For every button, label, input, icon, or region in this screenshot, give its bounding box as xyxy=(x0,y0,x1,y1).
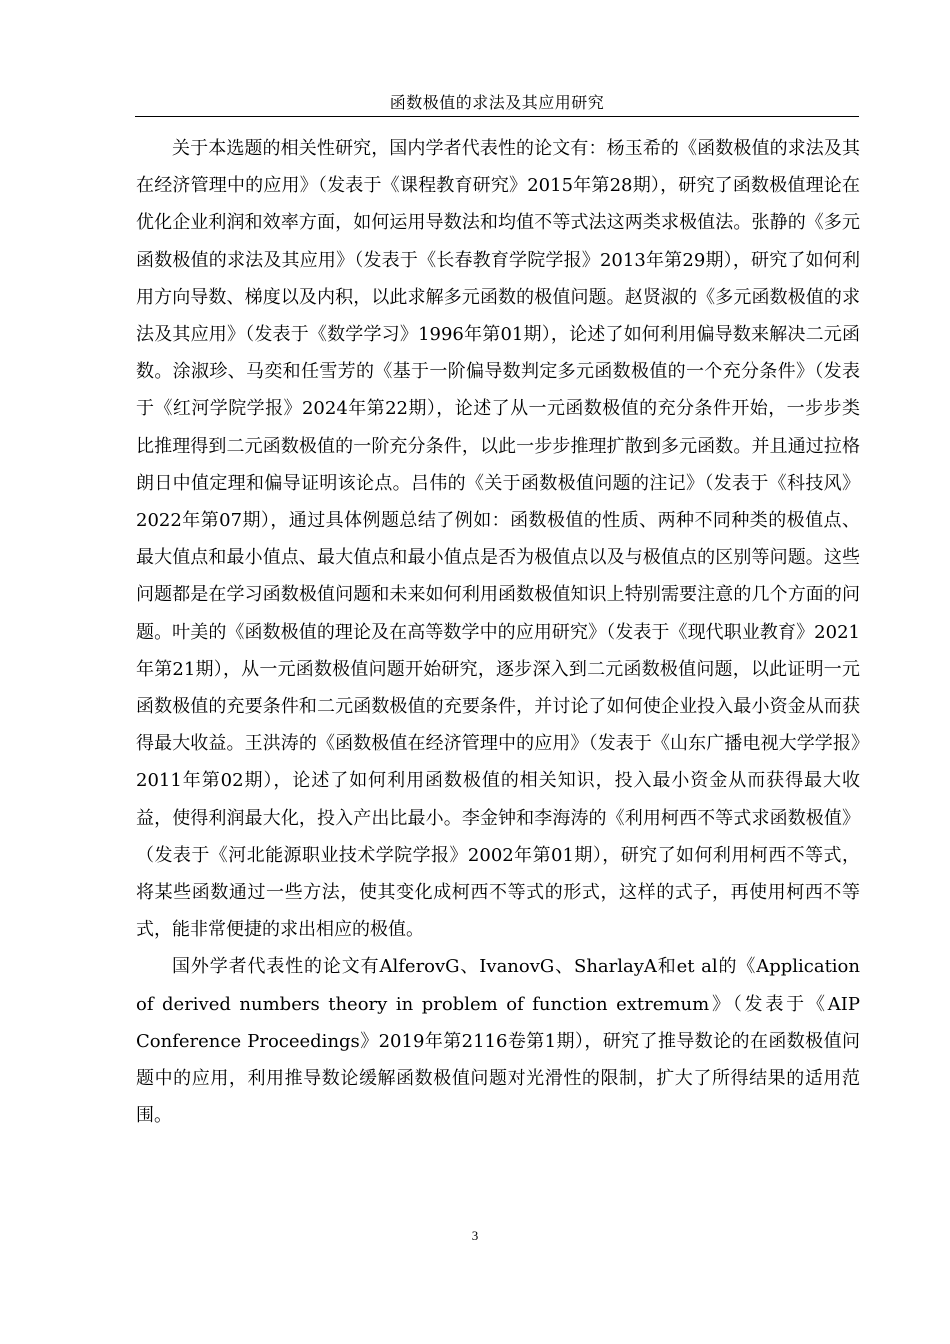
paragraph-domestic-research: 关于本选题的相关性研究，国内学者代表性的论文有：杨玉希的《函数极值的求法及其在经济管理中的应用》（发表于《课程教育研究》2015年第28期），研究了函数极值理论在优化企业利润和效率方面，如何运用导数法和均值不等式法这两类求极值法。张静的《多元函数极值的求法及其应用》（发表于《长春教育学院学报》2013年第29期），研究了如何利用方向导数、梯度以及内积，以此求解多元函数的极值问题。赵贤淑的《多元函数极值的求法及其应用》（发表于《数学学习》1996年第01期），论述了如何利用偏导数来解决二元函数。涂淑珍、马奕和任雪芳的《基于一阶偏导数判定多元函数极值的一个充分条件》（发表于《红河学院学报》2024年第22期），论述了从一元函数极值的充分条件开始，一步步类比推理得到二元函数极值的一阶充分条件，以此一步步推理扩散到多元函数。并且通过拉格朗日中值定理和偏导证明该论点。吕伟的《关于函数极值问题的注记》（发表于《科技风》2022年第07期），通过具体例题总结了例如：函数极值的性质、两种不同种类的极值点、最大值点和最小值点、最大值点和最小值点是否为极值点以及与极值点的区别等问题。这些问题都是在学习函数极值问题和未来如何利用函数极值知识上特别需要注意的几个方面的问题。叶美的《函数极值的理论及在高等数学中的应用研究》（发表于《现代职业教育》2021年第21期），从一元函数极值问题开始研究，逐步深入到二元函数极值问题，以此证明一元函数极值的充要条件和二元函数极值的充要条件，并讨论了如何使企业投入最小资金从而获得最大收益。王洪涛的《函数极值在经济管理中的应用》（发表于《山东广播电视大学学报》2011年第02期），论述了如何利用函数极值的相关知识，投入最小资金从而获得最大收益，使得利润最大化，投入产出比最小。李金钟和李海涛的《利用柯西不等式求函数极值》（发表于《河北能源职业技术学院学报》2002年第01期），研究了如何利用柯西不等式，将某些函数通过一些方法，使其变化成柯西不等式的形式，这样的式子，再使用柯西不等式，能非常便捷的求出相应的极值。 xyxy=(136,138,860,941)
header-title: 函数极值的求法及其应用研究 xyxy=(389,93,605,112)
page-header xyxy=(135,88,859,117)
paragraph-foreign-research: 国外学者代表性的论文有AlferovG、IvanovG、SharlayA和et al的《Application of derived numbers theory in problem of function extremum》（发表于《AIP Conference Proceedings》2019年第2116卷第1期），研究了推导数论的在函数极值问题中的应用，利用推导数论缓解函数极值问题对光滑性的限制，扩大了所得结果的适用范围。 xyxy=(136,956,860,1127)
page-number: 3 xyxy=(471,1228,479,1243)
document-body xyxy=(136,130,860,1134)
